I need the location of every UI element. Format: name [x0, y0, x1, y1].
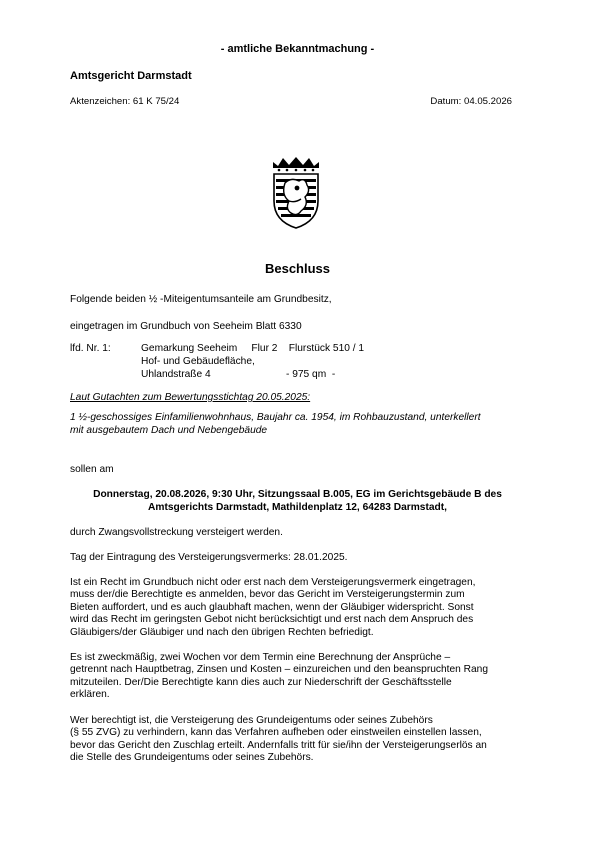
paragraph-line: wird das Recht im geringsten Gebot nicht berücksichtigt und erst nach dem Anspruch des — [70, 614, 474, 626]
file-number: Aktenzeichen: 61 K 75/24 — [70, 96, 180, 107]
parcel-address: Uhlandstraße 4 — [141, 369, 211, 380]
paragraph-line: bevor das Gericht den Zuschlag erteilt. Andernfalls tritt für sie/ihn der Versteigerungserlös an — [70, 739, 487, 751]
intro-line: Folgende beiden ½ -Miteigentumsanteile am Grundbesitz, — [70, 294, 332, 305]
appraisal-line-1: 1 ½-geschossiges Einfamilienwohnhaus, Baujahr ca. 1954, im Rohbauzustand, unterkellert — [70, 412, 481, 423]
auction-line: durch Zwangsvollstreckung versteigert werden. — [70, 527, 283, 538]
paragraph-line: mitzuteilen. Der/Die Berechtigte kann dies auch zur Niederschrift der Geschäftsstelle — [70, 676, 452, 688]
paragraph-line: getrennt nach Hauptbetrag, Zinsen und Kosten – einzureichen und den beanspruchten Rang — [70, 664, 488, 676]
paragraph-line: die Stelle des Grundeigentums oder seines Zubehörs. — [70, 752, 314, 764]
paragraph-line: Wer berechtigt ist, die Versteigerung des Grundeigentums oder seines Zubehörs — [70, 715, 433, 726]
appointment-line-1: Donnerstag, 20.08.2026, 9:30 Uhr, Sitzungssaal B.005, EG im Gerichtsgebäude B des — [93, 489, 502, 500]
parcel-number: lfd. Nr. 1: — [70, 343, 111, 354]
document-title: Beschluss — [264, 261, 331, 276]
court-name: Amtsgericht Darmstadt — [70, 70, 192, 82]
paragraph-line: Es ist zweckmäßig, zwei Wochen vor dem Termin eine Berechnung der Ansprüche – — [70, 652, 451, 663]
parcel-area: - 975 qm - — [286, 369, 336, 380]
appraisal-line-2: mit ausgebautem Dach und Nebengebäude — [70, 425, 268, 436]
paragraph-line: Bieten auffordert, und es auch glaubhaft machen, wenn der Gläubiger widerspricht. Sonst — [70, 601, 474, 613]
sollen-line: sollen am — [70, 464, 114, 475]
document-date: Datum: 04.05.2026 — [430, 96, 512, 107]
paragraph-claims — [70, 652, 525, 702]
parcel-line-1: Gemarkung Seeheim Flur 2 Flurstück 510 / 1 — [141, 343, 365, 354]
paragraph-line: (§ 55 ZVG) zu verhindern, kann das Verfahren aufheben oder einstweilen einstellen lassen, — [70, 727, 482, 739]
register-line: eingetragen im Grundbuch von Seeheim Blatt 6330 — [70, 321, 302, 332]
paragraph-rights — [70, 577, 525, 639]
paragraph-line: Gläubigers/der Gläubiger und nach den übrigen Rechten befriedigt. — [70, 626, 374, 638]
appointment-line-2: Amtsgerichts Darmstadt, Mathildenplatz 12, 64283 Darmstadt, — [148, 502, 447, 513]
paragraph-line: Ist ein Recht im Grundbuch nicht oder erst nach dem Versteigerungsvermerk eingetragen, — [70, 577, 476, 588]
paragraph-line: erklären. — [70, 689, 110, 701]
paragraph-line: muss der/die Berechtigte es anmelden, bevor das Gericht im Versteigerungstermin zum — [70, 589, 465, 601]
coat-of-arms-icon — [267, 155, 325, 230]
appraisal-heading: Laut Gutachten zum Bewertungsstichtag 20.05.2025: — [70, 392, 311, 403]
entry-date-line: Tag der Eintragung des Versteigerungsvermerks: 28.01.2025. — [70, 552, 348, 563]
parcel-line-2: Hof- und Gebäudefläche, — [141, 356, 255, 367]
paragraph-prevention — [70, 715, 525, 765]
notice-heading: - amtliche Bekanntmachung - — [220, 43, 375, 55]
